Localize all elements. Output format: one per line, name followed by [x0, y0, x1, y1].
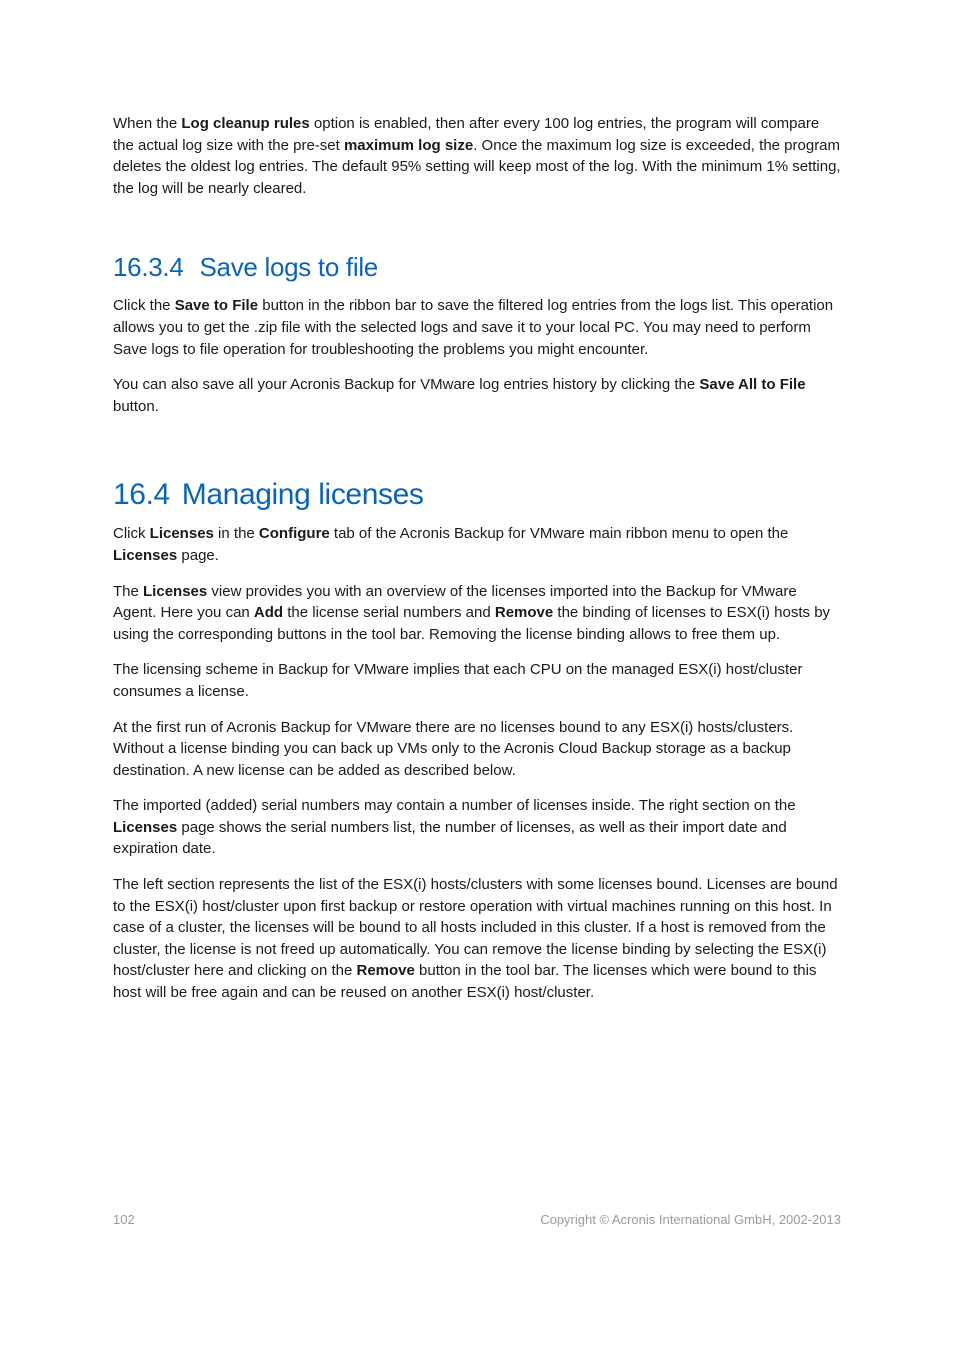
bold-term: Add [253, 604, 284, 622]
copyright-notice: Copyright © Acronis International GmbH, 2002-2013 [540, 1212, 841, 1227]
text: When the [113, 115, 182, 132]
text: page shows the serial numbers list, the number of licenses, as well as their import date and expiration date. [113, 818, 787, 858]
section-title: Save logs to file [199, 252, 378, 283]
text: button. [113, 397, 159, 415]
bold-term: Licenses [149, 525, 214, 543]
text: in the [213, 525, 259, 543]
bold-term: Licenses [113, 546, 178, 564]
text: view provides you with an overview of the licenses imported into the Backup for VMware Agent. Here you can [113, 582, 797, 622]
section-number: 16.3.4 [113, 252, 184, 283]
section-title: Managing licenses [181, 478, 424, 512]
licenses-paragraph-6 [113, 874, 841, 1004]
bold-term: Save All to File [699, 376, 806, 394]
section-number: 16.4 [113, 478, 170, 512]
page-footer [113, 1212, 841, 1227]
bold-term: Configure [258, 525, 330, 543]
section-heading-managing-licenses [113, 477, 841, 513]
save-paragraph-1 [113, 295, 841, 360]
licenses-paragraph-2 [113, 581, 841, 646]
page-content [113, 113, 841, 1018]
save-paragraph-2 [113, 374, 841, 417]
text: the license serial numbers and [283, 604, 495, 622]
text: tab of the Acronis Backup for VMware main ribbon menu to open the [329, 525, 789, 543]
text: The imported (added) serial numbers may contain a number of licenses inside. The right section on the [113, 797, 796, 815]
text: The left section represents the list of the ESX(i) hosts/clusters with some licenses bound. Licenses are bound to the ESX(i) host/cluster upon first backup or restore operation with virtual machines running on this host. In case of a cluster, the licenses will be bound to all hosts included in this cluster. If a host is removed from the cluster, the license is not freed up automatically. You can remove the license binding by selecting the ESX(i) host/cluster here and clicking on the [113, 876, 838, 980]
text: Click [113, 525, 150, 543]
licenses-paragraph-5 [113, 795, 841, 860]
bold-term: Licenses [143, 582, 208, 600]
text: The [113, 582, 144, 600]
licenses-paragraph-1 [113, 523, 841, 566]
text: the binding of licenses to ESX(i) hosts by using the corresponding buttons in the tool bar. Removing the license binding allows to free them up. [113, 604, 831, 643]
bold-term: Remove [494, 604, 554, 622]
licenses-paragraph-4: At the first run of Acronis Backup for VMware there are no licenses bound to any ESX(i) hosts/clusters. Without a license binding you can back up VMs only to the Acronis Cloud Backup storage as a backup destination. A new license can be added as described below. [113, 718, 794, 779]
text: page. [177, 546, 219, 564]
bold-term: Save to File [174, 297, 259, 315]
licenses-paragraph-3: The licensing scheme in Backup for VMware implies that each CPU on the managed ESX(i) host/cluster consumes a license. [113, 661, 803, 700]
text: button in the tool bar. The licenses which were bound to this host will be free again and can be reused on another ESX(i) host/cluster. [113, 962, 817, 1002]
bold-term: Remove [356, 962, 415, 980]
intro-paragraph [113, 113, 841, 199]
text: . Once the maximum log size is exceeded, the program deletes the oldest log entries. The default 95% setting will keep most of the log. With the minimum 1% setting, the log will be nearly cleared. [113, 136, 841, 197]
bold-term: Licenses [113, 818, 178, 836]
section-heading-save-logs [113, 251, 841, 283]
page-number: 102 [113, 1212, 135, 1227]
bold-term: maximum log size [343, 136, 474, 154]
bold-term: Log cleanup rules [181, 115, 310, 132]
text: option is enabled, then after every 100 log entries, the program will compare the actual log size with the pre-set [113, 115, 820, 154]
text: You can also save all your Acronis Backup for VMware log entries history by clicking the [113, 376, 700, 394]
text: Click the [113, 297, 175, 315]
text: button in the ribbon bar to save the filtered log entries from the logs list. This operation allows you to get the .zip file with the selected logs and save it to your local PC. You may need to perform Save logs to file operation for troubleshooting the problems you might encounter. [113, 297, 834, 358]
